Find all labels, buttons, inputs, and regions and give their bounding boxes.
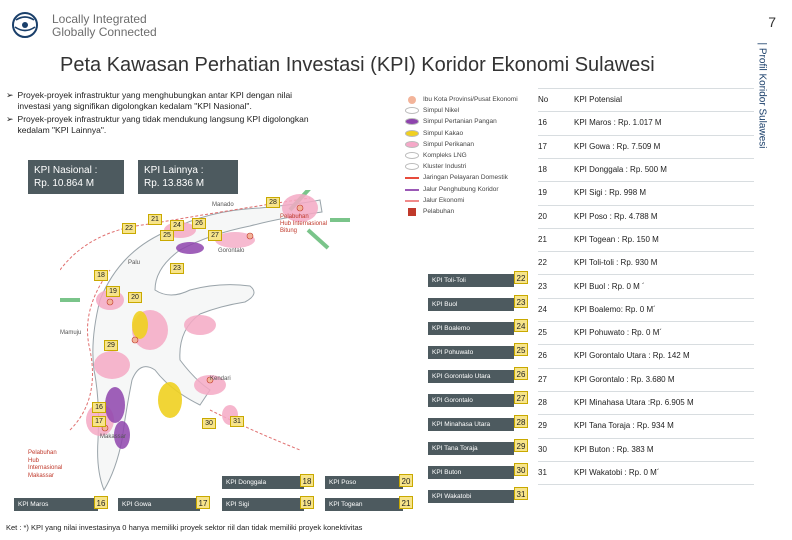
- table-row-separator: [538, 158, 754, 159]
- bullet-item: [6, 90, 326, 112]
- table-cell-no: 21: [534, 228, 570, 251]
- table-cell-kpi: KPI Buol : Rp. 0 M ´: [570, 274, 756, 297]
- sulawesi-map: [60, 190, 440, 510]
- table-cell-kpi: KPI Gowa : Rp. 7.509 M: [570, 135, 756, 158]
- kpi-bar: KPI Maros: [14, 498, 98, 511]
- table-row: [534, 414, 756, 437]
- table-row-separator: [538, 414, 754, 415]
- table-row-separator: [538, 251, 754, 252]
- table-cell-kpi: KPI Poso : Rp. 4.788 M: [570, 204, 756, 227]
- legend-label: Kompleks LNG: [423, 152, 467, 159]
- kpi-lainnya-text: KPI Lainnya : Rp. 13.836 M: [144, 165, 205, 189]
- kpi-bar: KPI Buton: [428, 466, 514, 479]
- side-label: | Profil Koridor Sulawesi: [756, 42, 768, 149]
- legend-label: Jalur Ekonomi: [423, 196, 465, 204]
- table-cell-no: 30: [534, 437, 570, 460]
- table-cell-no: 26: [534, 344, 570, 367]
- map-number-tag: 31: [230, 416, 244, 427]
- bullet-list: [6, 90, 326, 138]
- legend-symbol: [405, 152, 419, 159]
- map-number-tag: 17: [92, 416, 106, 427]
- table-cell-kpi: KPI Maros : Rp. 1.017 M: [570, 111, 756, 134]
- kpi-nasional-box: [28, 160, 124, 194]
- kpi-bar: KPI Wakatobi: [428, 490, 514, 503]
- logo: [10, 8, 170, 42]
- map-number-tag: 28: [266, 197, 280, 208]
- legend-label: Jalur Penghubung Koridor: [423, 185, 499, 193]
- table-row: [534, 461, 756, 484]
- legend-symbol: [405, 130, 419, 137]
- map-number-tag: 21: [148, 214, 162, 225]
- kpi-badge: 17: [196, 496, 210, 509]
- kpi-badge: 16: [94, 496, 108, 509]
- kpi-badge: 27: [514, 391, 528, 404]
- legend-symbol: [405, 141, 419, 148]
- table-cell-kpi: KPI Minahasa Utara :Rp. 6.905 M: [570, 391, 756, 414]
- table-cell-no: 23: [534, 274, 570, 297]
- logo-text: Locally Integrated Globally Connected: [52, 12, 157, 39]
- port-makassar-label: Pelabuhan Hub Internasional Makassar: [28, 450, 63, 479]
- kpi-bar: KPI Gorontalo Utara: [428, 370, 514, 383]
- kpi-lainnya-box: [138, 160, 238, 194]
- table-row: [534, 181, 756, 204]
- map-number-tag: 23: [170, 263, 184, 274]
- map-number-tag: 25: [160, 230, 174, 241]
- legend-symbol: [405, 163, 419, 170]
- table-row-separator: [538, 205, 754, 206]
- table-cell-no: 19: [534, 181, 570, 204]
- table-cell-kpi: KPI Pohuwato : Rp. 0 M´: [570, 321, 756, 344]
- kpi-badge: 25: [514, 343, 528, 356]
- city-label-mamuju: Mamuju: [60, 330, 82, 336]
- table-row: [534, 298, 756, 321]
- legend-label: Pelabuhan: [423, 208, 455, 215]
- legend-symbol: [405, 107, 419, 114]
- legend-label: Jaringan Pelayaran Domestik: [423, 174, 508, 182]
- table-row-separator: [538, 438, 754, 439]
- table-cell-no: 27: [534, 368, 570, 391]
- city-label-manado: Manado: [212, 202, 234, 208]
- table-cell-kpi: KPI Wakatobi : Rp. 0 M´: [570, 461, 756, 484]
- table-row-separator: [538, 461, 754, 462]
- table-row: [534, 111, 756, 134]
- table-row: [534, 437, 756, 460]
- kpi-badge: 26: [514, 367, 528, 380]
- map-number-tag: 30: [202, 418, 216, 429]
- globe-logo-icon: [10, 10, 40, 40]
- table-cell-kpi: KPI Buton : Rp. 383 M: [570, 437, 756, 460]
- map-number-tag: 24: [170, 220, 184, 231]
- table-row: [534, 135, 756, 158]
- table-row: [534, 251, 756, 274]
- table-row: [534, 344, 756, 367]
- kpi-badge: 22: [514, 271, 528, 284]
- map-number-tag: 16: [92, 402, 106, 413]
- city-label-palu: Palu: [128, 260, 141, 266]
- table-header-row: [534, 88, 756, 111]
- bullet-text: Proyek-proyek infrastruktur yang tidak mendukung langsung KPI digolongkan kedalam "KPI Lainnya".: [17, 114, 309, 135]
- city-label-kendari: Kendari: [210, 376, 231, 382]
- table-cell-kpi: KPI Boalemo: Rp. 0 M´: [570, 298, 756, 321]
- kpi-bar: KPI Gorontalo: [428, 394, 514, 407]
- bullet-text: Proyek-proyek infrastruktur yang menghubungkan antar KPI dengan nilai investasi yang signifikan digolongkan kedalam "KPI Nasional".: [17, 90, 293, 111]
- table-cell-kpi: KPI Toli-toli : Rp. 930 M: [570, 251, 756, 274]
- table-row-separator: [538, 181, 754, 182]
- footnote: Ket : *) KPI yang nilai investasinya 0 hanya memiliki proyek sektor riil dan tidak memiliki proyek konektivitas: [6, 523, 363, 532]
- table-cell-no: 18: [534, 158, 570, 181]
- map-number-tag: 26: [192, 218, 206, 229]
- kpi-badge: 18: [300, 474, 314, 487]
- kpi-badge: 24: [514, 319, 528, 332]
- legend-symbol: [408, 208, 416, 216]
- legend-label: Ibu Kota Provinsi/Pusat Ekonomi: [423, 96, 518, 103]
- legend-label: Simpul Perikanan: [423, 140, 474, 148]
- table-cell-no: 24: [534, 298, 570, 321]
- map-number-tag: 29: [104, 340, 118, 351]
- kpi-bar: KPI Buol: [428, 298, 514, 311]
- table-row-separator: [538, 228, 754, 229]
- table-row-separator: [538, 321, 754, 322]
- kpi-bar: KPI Boalemo: [428, 322, 514, 335]
- legend-label: Kluster Industri: [423, 163, 467, 171]
- bullet-item: [6, 114, 326, 136]
- table-row-separator: [538, 484, 754, 485]
- map-number-tag: 19: [106, 286, 120, 297]
- arrow-bullet-icon: ➢: [6, 90, 14, 100]
- kpi-bar: KPI Pohuwato: [428, 346, 514, 359]
- table-cell-no: 28: [534, 391, 570, 414]
- table-row-separator: [538, 368, 754, 369]
- table-row: [534, 391, 756, 414]
- table-row: [534, 368, 756, 391]
- legend-symbol: [405, 177, 419, 179]
- kpi-badge: 31: [514, 487, 528, 500]
- table-row: [534, 274, 756, 297]
- table-cell-no: 17: [534, 135, 570, 158]
- table-cell-no: 25: [534, 321, 570, 344]
- kpi-badge: 28: [514, 415, 528, 428]
- page-number: 7: [768, 14, 776, 30]
- table-cell-kpi: KPI Tana Toraja : Rp. 934 M: [570, 414, 756, 437]
- table-cell-no: 22: [534, 251, 570, 274]
- table-header-name: KPI Potensial: [570, 88, 756, 111]
- table-row-separator: [538, 391, 754, 392]
- kpi-badge: 29: [514, 439, 528, 452]
- table-row-separator: [538, 274, 754, 275]
- table-cell-kpi: KPI Donggala : Rp. 500 M: [570, 158, 756, 181]
- table-cell-kpi: KPI Gorontalo Utara : Rp. 142 M: [570, 344, 756, 367]
- table-row: [534, 228, 756, 251]
- table-row-separator: [538, 111, 754, 112]
- legend-label: Simpul Nikel: [423, 107, 460, 115]
- legend-symbol: [405, 189, 419, 191]
- table-cell-kpi: KPI Gorontalo : Rp. 3.680 M: [570, 368, 756, 391]
- kpi-bar: KPI Sigi: [222, 498, 304, 511]
- table-cell-kpi: KPI Togean : Rp. 150 M: [570, 228, 756, 251]
- kpi-bar: KPI Tana Toraja: [428, 442, 514, 455]
- arrow-bullet-icon: ➢: [6, 114, 14, 124]
- kpi-bar: KPI Minahasa Utara: [428, 418, 514, 431]
- map-number-tag: 27: [208, 230, 222, 241]
- map-number-tag: 20: [128, 292, 142, 303]
- kpi-badge: 23: [514, 295, 528, 308]
- city-label-makassar: Makassar: [100, 434, 127, 440]
- kpi-badge: 30: [514, 463, 528, 476]
- kpi-badge: 20: [399, 474, 413, 487]
- kpi-potensial-table: [534, 88, 756, 484]
- map-number-tag: 22: [122, 223, 136, 234]
- table-row-separator: [538, 298, 754, 299]
- legend-symbol: [405, 200, 419, 202]
- port-bitung-label: Pelabuhan Hub Internasional Bitung: [280, 214, 328, 234]
- kpi-badge: 21: [399, 496, 413, 509]
- kpi-nasional-text: KPI Nasional : Rp. 10.864 M: [34, 165, 98, 189]
- kpi-bar: KPI Togean: [325, 498, 403, 511]
- table-row-separator: [538, 88, 754, 89]
- table-cell-no: 31: [534, 461, 570, 484]
- kpi-bar: KPI Donggala: [222, 476, 304, 489]
- table-row: [534, 321, 756, 344]
- table-row-separator: [538, 344, 754, 345]
- table-header-no: No: [534, 88, 570, 111]
- slide-title: Peta Kawasan Perhatian Investasi (KPI) Koridor Ekonomi Sulawesi: [60, 54, 655, 76]
- kpi-badge: 19: [300, 496, 314, 509]
- legend-symbol: [408, 96, 416, 104]
- kpi-bar: KPI Toli-Toli: [428, 274, 514, 287]
- table-row-separator: [538, 135, 754, 136]
- table-cell-no: 16: [534, 111, 570, 134]
- city-label-gorontalo: Gorontalo: [218, 248, 245, 254]
- kpi-bar: KPI Poso: [325, 476, 403, 489]
- map-number-tag: 18: [94, 270, 108, 281]
- table-cell-no: 20: [534, 204, 570, 227]
- table-cell-no: 29: [534, 414, 570, 437]
- table-cell-kpi: KPI Sigi : Rp. 998 M: [570, 181, 756, 204]
- legend-label: Simpul Kakao: [423, 129, 464, 137]
- table-row: [534, 158, 756, 181]
- legend-label: Simpul Pertanian Pangan: [423, 118, 497, 126]
- legend-symbol: [405, 118, 419, 125]
- kpi-bar: KPI Gowa: [118, 498, 200, 511]
- table-row: [534, 204, 756, 227]
